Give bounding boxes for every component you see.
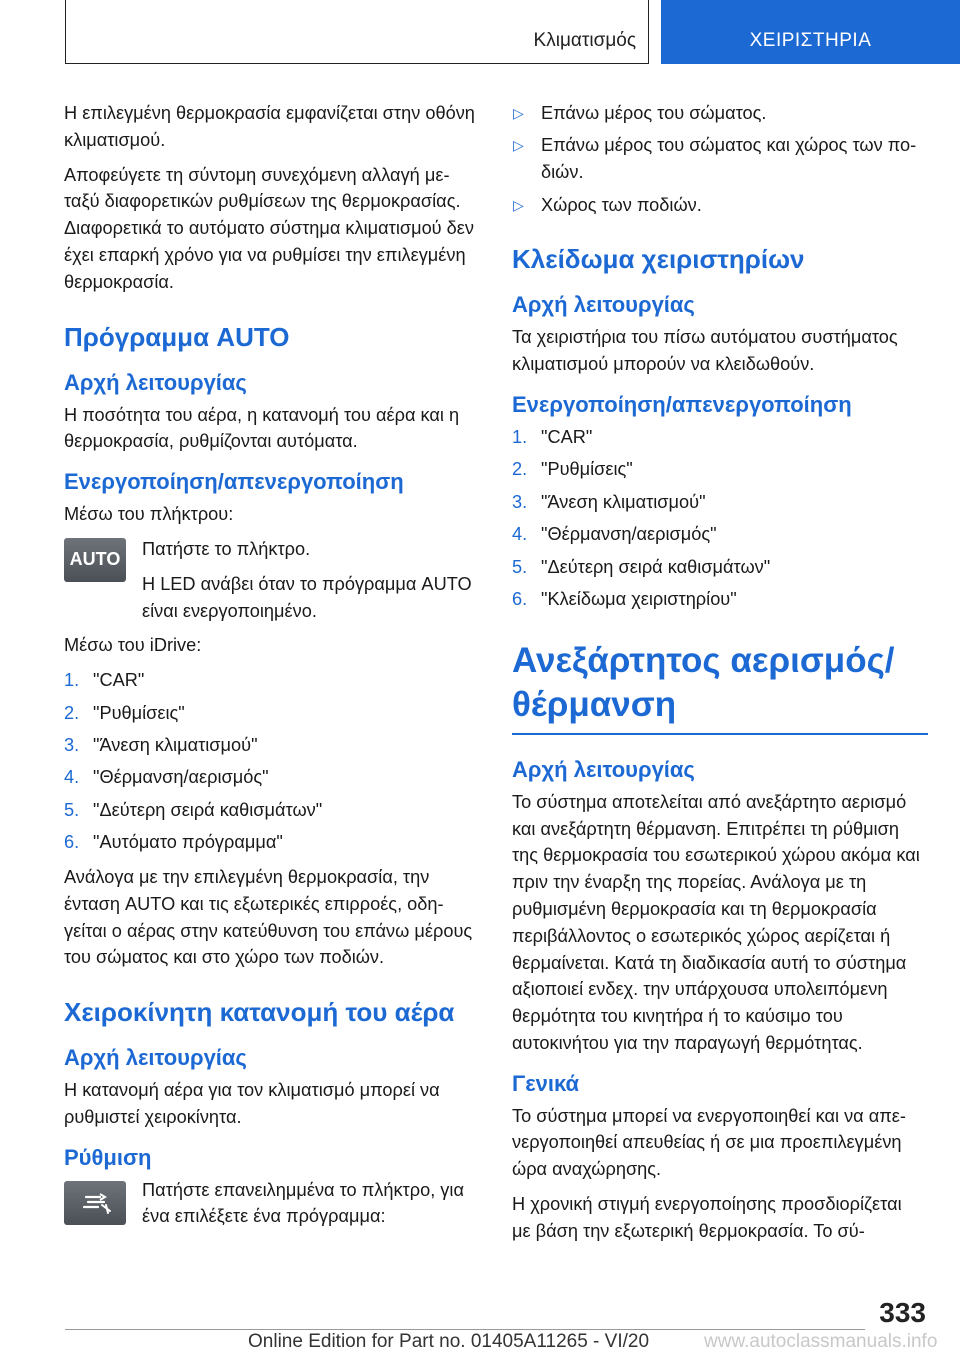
chapter-heading-independent xyxy=(512,639,924,727)
header-chapter-label: ΧΕΙΡΙΣΤΗΡΙΑ xyxy=(749,30,872,51)
list-item xyxy=(512,586,924,613)
list-text: Επάνω μέρος του σώματος. xyxy=(541,103,767,123)
auto-button-label: AUTO xyxy=(69,548,121,569)
subheading-activation: Ενεργοποίηση/απενεργοποίηση xyxy=(64,469,404,495)
triangle-bullet-icon: ▷ xyxy=(513,196,524,213)
heading-rule xyxy=(512,733,928,735)
paragraph: Τα χειριστήρια του πίσω αυτόματου συστήματος κλιματισμού μπορούν να κλειδωθούν. xyxy=(512,327,898,375)
paragraph: Η LED ανάβει όταν το πρόγραμμα AUTO είναι ενεργοποιημένο. xyxy=(142,573,472,621)
list-item xyxy=(512,554,924,581)
list-item xyxy=(512,132,924,186)
list-number: 1. xyxy=(64,670,80,691)
paragraph: Μέσω του iDrive: xyxy=(64,635,202,656)
list-number: 2. xyxy=(512,459,528,480)
list-text: "Άνεση κλιματισμού" xyxy=(93,734,258,755)
list-item xyxy=(64,764,476,791)
list-text: "CAR" xyxy=(541,426,593,447)
idrive-steps-list xyxy=(64,667,476,856)
list-item xyxy=(512,489,924,516)
list-text: "Θέρμανση/αερισμός" xyxy=(93,767,269,788)
list-item xyxy=(512,424,924,451)
subheading-principle: Αρχή λειτουργίας xyxy=(64,369,247,395)
subheading-principle: Αρχή λειτουργίας xyxy=(512,756,695,782)
header-section-box xyxy=(65,0,649,64)
section-heading-manual: Χειροκίνητη κατανομή του αέρα xyxy=(64,997,455,1028)
list-text: "Ρυθμίσεις" xyxy=(541,459,633,480)
footer-edition: Online Edition for Part no. 01405A11265 - VI/20 xyxy=(248,1331,650,1352)
header-chapter-tab xyxy=(661,0,960,64)
paragraph: Πατήστε το πλήκτρο. xyxy=(142,538,311,559)
list-number: 6. xyxy=(64,832,80,853)
subheading-general: Γενικά xyxy=(512,1070,580,1096)
list-text: "CAR" xyxy=(93,670,145,691)
list-item xyxy=(64,700,476,727)
list-item xyxy=(64,829,476,856)
list-item xyxy=(64,797,476,824)
list-text: "Αυτόματο πρόγραμμα" xyxy=(93,832,283,853)
list-number: 5. xyxy=(64,799,80,820)
chapter-heading-line-1: Ανεξάρτητος αερισμός/ xyxy=(512,640,895,680)
paragraph: Ανάλογα με την επιλεγμένη θερμοκρασία, την ένταση AUTO και τις εξωτερικές επιρροές, οδηγείται ο αέρας στην κατεύθυνση του επάνω μέρους του σώματος και στο χώρο των ποδιών. xyxy=(64,866,473,968)
subheading-activation: Ενεργοποίηση/απενεργοποίηση xyxy=(512,391,852,417)
paragraph: Η κατανομή αέρα για τον κλιματισμό μπορεί να ρυθμιστεί χειροκίνητα. xyxy=(64,1080,440,1127)
paragraph: Πατήστε επανειλημμένα το πλήκτρο, για ένα επιλέξετε ένα πρόγραμμα: xyxy=(142,1179,464,1227)
air-distribution-icon xyxy=(64,1181,126,1225)
list-text: "Θέρμανση/αερισμός" xyxy=(541,524,717,545)
list-item xyxy=(512,521,924,548)
list-number: 6. xyxy=(512,588,528,609)
list-text: "Κλείδωμα χειριστηρίου" xyxy=(541,588,737,609)
paragraph: Μέσω του πλήκτρου: xyxy=(64,504,234,525)
list-number: 4. xyxy=(512,524,528,545)
paragraph: Το σύστημα αποτελείται από ανεξάρτητο αερισμό και ανεξάρτητη θέρμανση. Επιτρέπει τη ρύθμιση της θερμοκρασία του εσωτερικού χώρου ακόμα και πριν την έναρξη της πορείας. Ανάλογα με τη ρυθμισμένη θερμοκρασία και τη θερμοκρασία περιβάλλοντος ο εσωτερικός χώρος αερίζεται ή θερμαίνεται. Κατά τη διαδικασία αυτή το σύστημα αξιοποιεί ενδεχ. την υπάρχουσα υπολειπόμενη θερμότητα του κινητήρα ή το καύσιμο του αυτοκινήτου για την παραγωγή θερμότητας. xyxy=(512,791,920,1053)
paragraph: Η χρονική στιγμή ενεργοποίησης προσδιορίζεται με βάση την εξωτερική θερμοκρασία. Το σύ- xyxy=(512,1194,902,1241)
subheading-principle: Αρχή λειτουργίας xyxy=(64,1045,247,1071)
paragraph: Η ποσότητα του αέρα, η κατανομή του αέρα και η θερμοκρασία, ρυθμίζονται αυτόματα. xyxy=(64,404,460,452)
list-text: "Δεύτερη σειρά καθισμάτων" xyxy=(93,799,323,820)
list-item xyxy=(64,732,476,759)
list-number: 5. xyxy=(512,556,528,577)
subheading-setting: Ρύθμιση xyxy=(64,1144,152,1170)
auto-button-row xyxy=(64,536,476,624)
page-number: 333 xyxy=(879,1297,926,1328)
list-text: "Δεύτερη σειρά καθισμάτων" xyxy=(541,556,771,577)
list-number: 3. xyxy=(64,734,80,755)
paragraph: Η επιλεγμένη θερμοκρασία εμφανίζεται στην οθόνη κλιματισμού. xyxy=(64,103,475,150)
footer-rule xyxy=(65,1329,865,1330)
list-text: Επάνω μέρος του σώματος και χώρος των ποδιών. xyxy=(541,135,917,183)
paragraph: Το σύστημα μπορεί να ενεργοποιηθεί και να απενεργοποιηθεί απευθείας ή σε μια προεπιλεγμένη ώρα αναχώρησης. xyxy=(512,1105,906,1180)
list-item xyxy=(64,667,476,694)
list-item xyxy=(512,456,924,483)
chapter-heading-line-2: θέρμανση xyxy=(512,684,677,724)
section-heading-lock: Κλείδωμα χειριστηρίων xyxy=(512,244,805,275)
list-text: "Ρυθμίσεις" xyxy=(93,702,185,723)
lock-steps-list xyxy=(512,424,924,613)
list-text: "Άνεση κλιματισμού" xyxy=(541,491,706,512)
right-column xyxy=(512,100,924,1253)
list-item xyxy=(512,100,924,127)
triangle-bullet-icon: ▷ xyxy=(513,137,524,154)
watermark: www.autoclassmanuals.info xyxy=(704,1331,938,1352)
list-number: 2. xyxy=(64,702,80,723)
air-distribution-options-list xyxy=(512,100,924,218)
list-text: Χώρος των ποδιών. xyxy=(541,194,702,215)
subheading-principle: Αρχή λειτουργίας xyxy=(512,292,695,318)
list-number: 1. xyxy=(512,426,528,447)
paragraph: Αποφεύγετε τη σύντομη συνεχόμενη αλλαγή μεταξύ διαφορετικών ρυθμίσεων της θερμοκρασίας. Διαφορετικά το αυτόματο σύστημα κλιματισμού δεν έχει επαρκή χρόνο για να ρυθμίσει την επιλεγμένη θερμοκρασία. xyxy=(64,164,475,292)
list-item xyxy=(512,192,924,219)
header-section-title: Κλιματισμός xyxy=(533,30,636,51)
list-number: 3. xyxy=(512,491,528,512)
list-number: 4. xyxy=(64,767,80,788)
triangle-bullet-icon: ▷ xyxy=(513,105,524,121)
auto-button-icon xyxy=(64,538,126,582)
air-distribution-button-row xyxy=(64,1177,476,1247)
left-column xyxy=(64,100,476,1247)
section-heading-auto: Πρόγραμμα AUTO xyxy=(64,321,290,352)
